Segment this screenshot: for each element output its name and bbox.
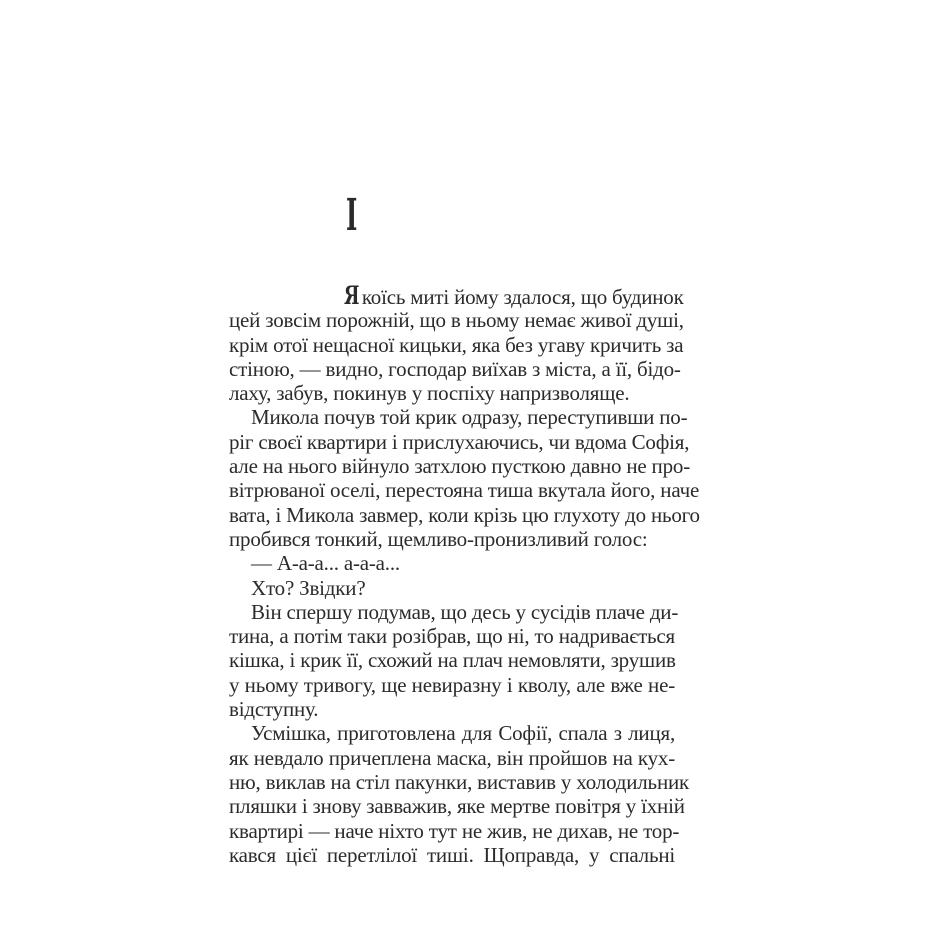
- text-line-content: коїсь миті йому здалося, що будинок: [361, 285, 684, 309]
- text-line: вітрюваної оселі, перестояна тиша вкутала його, наче: [229, 478, 700, 503]
- chapter-number: І: [346, 190, 358, 241]
- text-line: але на нього війнуло затхлою пусткою давно не про-: [229, 454, 690, 479]
- text-line: відступну.: [229, 697, 319, 722]
- text-line: вата, і Микола завмер, коли крізь цю глухоту до нього: [229, 502, 700, 527]
- text-line: тина, а потім таки розібрав, що ні, то надривається: [229, 624, 675, 649]
- text-line: Хто? Звідки?: [251, 575, 366, 600]
- text-line: — А-а-а... а-а-а...: [251, 551, 400, 576]
- text-line: ню, виклав на стіл пакунки, виставив у холодильник: [229, 769, 690, 794]
- text-line: Він спершу подумав, що десь у сусідів плаче ди-: [251, 599, 679, 624]
- text-line: Микола почув той крик одразу, переступивши по-: [251, 405, 688, 430]
- text-line: стіною, — видно, господар виїхав з міста, а її, бідо-: [229, 356, 681, 381]
- text-line: Усмішка, приготовлена для Софії, спала з лиця,: [251, 721, 675, 746]
- text-line: пляшки і знову завважив, яке мертве повітря у їхній: [229, 794, 685, 819]
- text-line: кішка, і крик її, схожий на плач немовляти, зрушив: [229, 648, 676, 673]
- text-line: як невдало причеплена маска, він пройшов на кух-: [229, 745, 675, 770]
- text-line: пробився тонкий, щемливо-пронизливий голос:: [229, 526, 648, 551]
- text-line: квартирі — наче ніхто тут не жив, не дихав, не тор-: [229, 818, 680, 843]
- text-line: лаху, забув, покинув у поспіху напризволяще.: [229, 381, 630, 406]
- text-line: ріг своєї квартири і прислухаючись, чи вдома Софія,: [229, 429, 690, 454]
- text-line: кався цієї перетлілої тиші. Щоправда, у спальні: [229, 842, 675, 867]
- text-line: [229, 281, 684, 310]
- text-line: у ньому тривогу, ще невиразну і кволу, але вже не-: [229, 672, 675, 697]
- text-line: цей зовсім порожній, що в ньому немає живої душі,: [229, 308, 684, 333]
- chapter-text: [229, 281, 700, 867]
- drop-cap: Я: [344, 281, 360, 310]
- text-line: крім отої нещасної кицьки, яка без угаву кричить за: [229, 332, 684, 357]
